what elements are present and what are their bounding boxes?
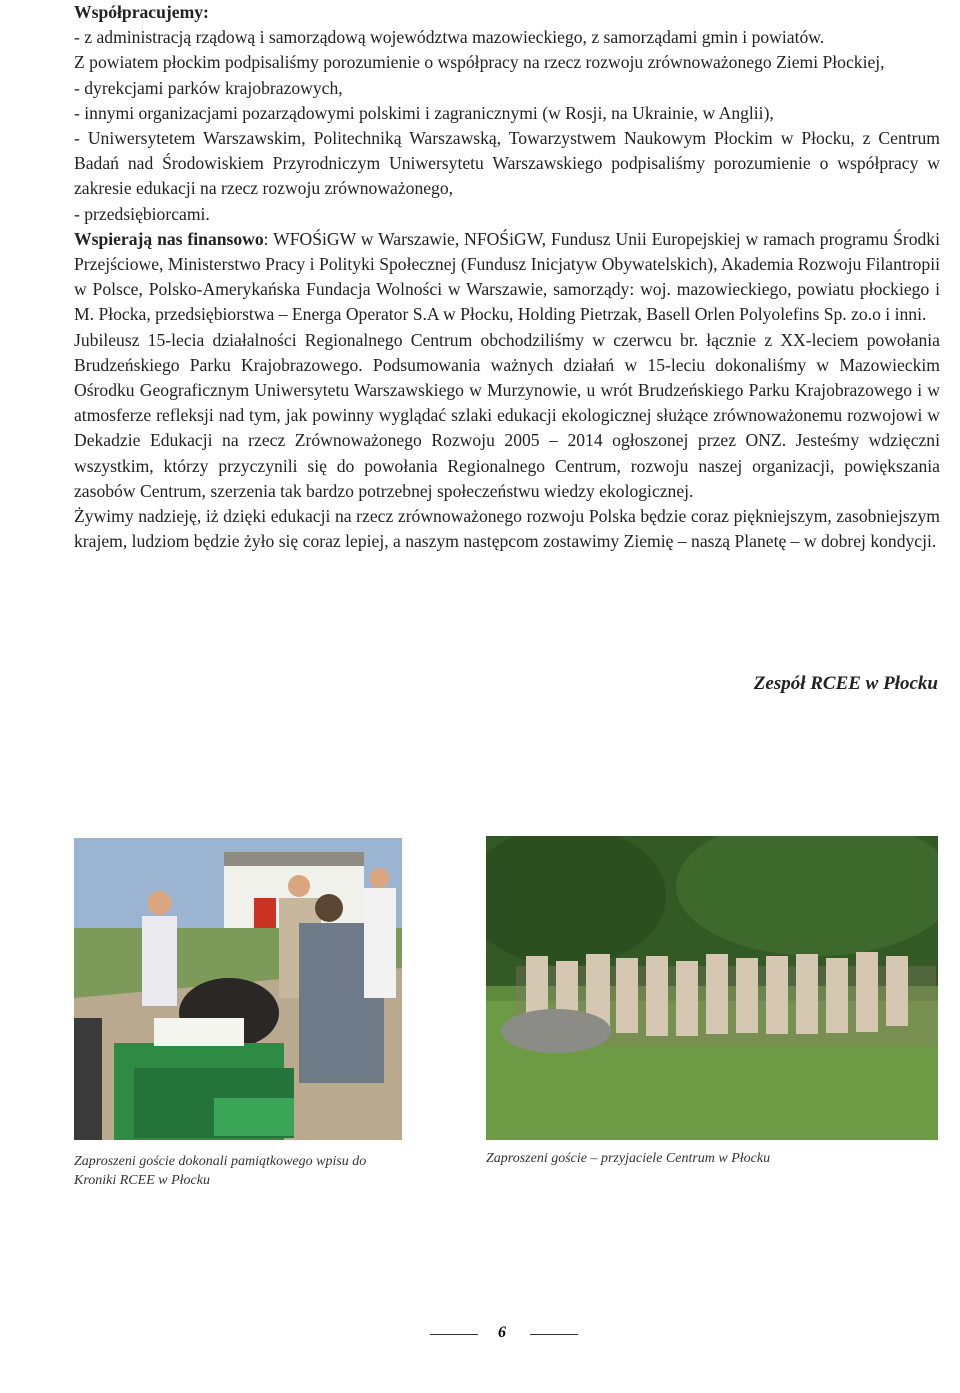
funding-text: : WFOŚiGW w Warszawie, NFOŚiGW, Fundusz Unii Europejskiej w ramach programu Środki Przejściowe, Ministerstwo Pracy i Polityki Społecznej (Fundusz Inicjatyw Obywatelskich), Akademia Rozwoju Filantropii w Polsce, Polsko-Amerykańska Fundacja Wolności w Warszawie, samorządy: woj. mazowieckiego, powiatu płockiego i M. Płocka, przedsiębiorstwa – Energa Operator S.A w Płocku, Holding Pietrzak, Basell Orlen Polyolefins Sp. zo.o i inni. — [74, 228, 940, 325]
divider — [430, 1334, 478, 1335]
paragraph-line: - z administracją rządową i samorządową województwa mazowieckiego, z samorządami gmin i powiatów. — [74, 27, 825, 48]
main-text — [74, 0, 940, 554]
photo-group-of-guests — [486, 836, 938, 1140]
paragraph-line: - Uniwersytetem Warszawskim, Politechniką Warszawską, Towarzystwem Naukowym Płockim w Płocku, z Centrum Badań nad Środowiskiem Przyrodniczym Uniwersytetu Warszawskiego podpisaliśmy porozumienie o współpracy w zakresie edukacji na rzecz rozwoju zrównoważonego, — [74, 128, 940, 199]
signature: Zespół RCEE w Płocku — [753, 673, 938, 694]
page-number: 6 — [498, 1324, 506, 1341]
paragraph-line: - dyrekcjami parków krajobrazowych, — [74, 77, 343, 98]
paragraph-line: Z powiatem płockim podpisaliśmy porozumienie o współpracy na rzecz rozwoju zrównoważonego Ziemi Płockiej, — [74, 52, 885, 73]
wish-paragraph: Żywimy nadzieję, iż dzięki edukacji na rzecz zrównoważonego rozwoju Polska będzie coraz piękniejszym, zasobniejszym krajem, ludziom będzie żyło się coraz lepiej, a naszym następcom zostawimy Ziemię – naszą Planetę – w dobrej kondycji. — [74, 506, 940, 552]
photo-caption: Zaproszeni goście dokonali pamiątkowego wpisu do Kroniki RCEE w Płocku — [74, 1154, 367, 1188]
funding-label: Wspierają nas finansowo — [74, 228, 264, 249]
paragraph-line: - przedsiębiorcami. — [74, 203, 210, 224]
jubilee-paragraph: Jubileusz 15-lecia działalności Regionalnego Centrum obchodziliśmy w czerwcu br. łącznie z XX-leciem powołania Brudzeńskiego Parku Krajobrazowego. Podsumowania ważnych działań w 15-leciu dokonaliśmy w Mazowieckim Ośrodku Geograficznym Uniwersytetu Warszawskiego w Murzynowie, u wrót Brudzeńskiego Parku Krajobrazowego i w atmosferze refleksji nad tym, jak powinny wyglądać szlaki edukacji ekologicznej służące zrównoważonemu rozwojowi w Dekadzie Edukacji na rzecz Zrównoważonego Rozwoju 2005 – 2014 ogłoszonej przez ONZ. Jesteśmy wdzięczni wszystkim, którzy przyczynili się do powołania Regionalnego Centrum, rozwoju naszej organizacji, powiększania zasobów Centrum, szerzenia tak bardzo potrzebnej społeczeństwu wiedzy ekologicznej. — [74, 329, 940, 501]
photo-guestbook-signing — [74, 838, 402, 1140]
divider — [530, 1334, 578, 1335]
paragraph-line: - innymi organizacjami pozarządowymi polskimi i zagranicznymi (w Rosji, na Ukrainie, w Anglii), — [74, 102, 774, 123]
funding-paragraph — [74, 227, 940, 328]
photo-caption: Zaproszeni goście – przyjaciele Centrum w Płocku — [486, 1151, 771, 1166]
section-heading: Współpracujemy: — [74, 2, 209, 22]
page-number-block — [430, 1322, 580, 1348]
